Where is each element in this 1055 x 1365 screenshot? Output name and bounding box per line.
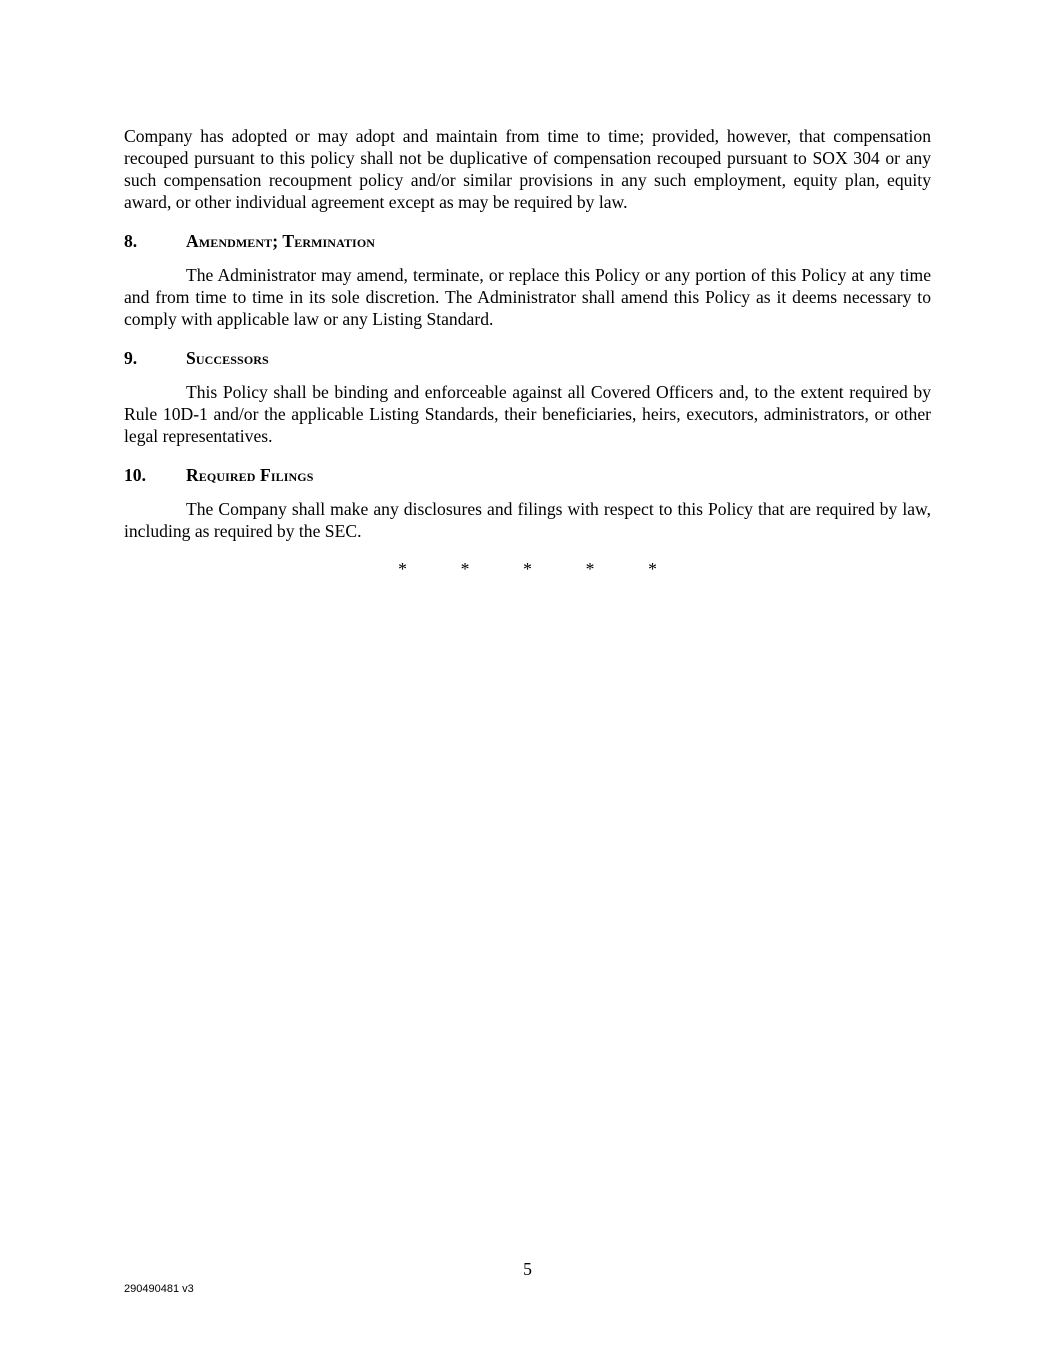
- section-title: Amendment; Termination: [186, 231, 376, 251]
- document-id: 290490481 v3: [124, 1283, 194, 1295]
- section-title: Required Filings: [186, 465, 314, 485]
- asterisk-mark: *: [585, 559, 595, 579]
- section-heading-8: [124, 230, 931, 252]
- section-number: 9.: [124, 348, 138, 368]
- section-title: Successors: [186, 348, 269, 368]
- section-heading-9: [124, 347, 931, 369]
- asterisk-mark: *: [398, 559, 407, 579]
- section-paragraph-10: The Company shall make any disclosures and filings with respect to this Policy that are required by law, including as required by the SEC.: [124, 499, 931, 541]
- asterisk-mark: *: [648, 559, 657, 579]
- section-heading-10: [124, 464, 931, 486]
- document-body: [124, 125, 931, 580]
- asterisk-mark: *: [460, 559, 470, 579]
- page-number: 5: [523, 1259, 532, 1279]
- section-paragraph-8: The Administrator may amend, terminate, or replace this Policy or any portion of this Policy at any time and from time to time in its sole discretion. The Administrator shall amend this Policy as it deems necessary to comply with applicable law or any Listing Standard.: [124, 265, 931, 329]
- section-number: 10.: [124, 465, 146, 485]
- end-of-document-marks: [124, 558, 931, 580]
- section-number: 8.: [124, 231, 138, 251]
- asterisk-mark: *: [523, 559, 532, 579]
- section-paragraph-9: This Policy shall be binding and enforceable against all Covered Officers and, to the extent required by Rule 10D-1 and/or the applicable Listing Standards, their beneficiaries, heirs, executors, administrators, or other legal representatives.: [124, 382, 931, 446]
- intro-paragraph: Company has adopted or may adopt and maintain from time to time; provided, however, that compensation recouped pursuant to this policy shall not be duplicative of compensation recouped pursuant to SOX 304 or any such compensation recoupment policy and/or similar provisions in any such employment, equity plan, equity award, or other individual agreement except as may be required by law.: [124, 126, 931, 212]
